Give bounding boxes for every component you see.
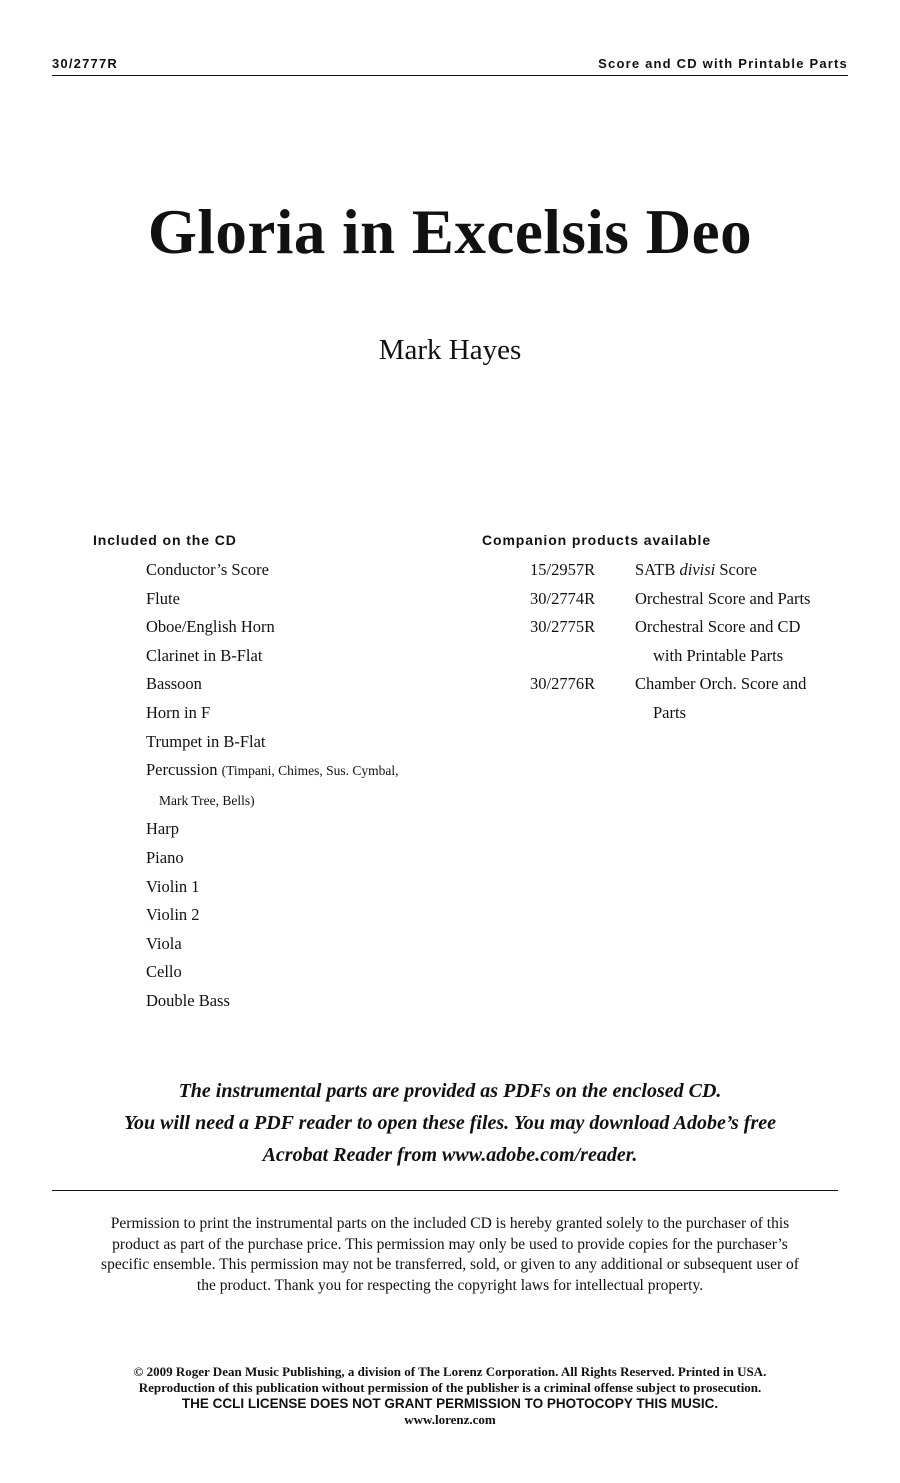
companion-row bbox=[530, 585, 810, 614]
product-type: Score and CD with Printable Parts bbox=[598, 56, 848, 71]
product-description: Orchestral Score and Parts bbox=[635, 588, 811, 608]
permission-text bbox=[50, 1214, 850, 1296]
product-description: Chamber Orch. Score and bbox=[635, 674, 807, 694]
companion-row bbox=[530, 670, 810, 699]
included-heading: Included on the CD bbox=[93, 532, 237, 548]
catalog-number: 30/2777R bbox=[52, 56, 118, 71]
product-code: 30/2776R bbox=[530, 674, 596, 694]
permission-line: specific ensemble. This permission may not be transferred, sold, or given to any additional or subsequent user of bbox=[101, 1256, 799, 1273]
copyright-line: © 2009 Roger Dean Music Publishing, a division of The Lorenz Corporation. All Rights Reserved. Printed in USA. bbox=[133, 1364, 767, 1379]
companion-row bbox=[530, 556, 810, 585]
list-item: Cello bbox=[146, 962, 182, 982]
list-item: Violin 2 bbox=[146, 905, 200, 925]
reproduction-line: Reproduction of this publication without permission of the publisher is a criminal offense subject to prosecution. bbox=[138, 1380, 762, 1395]
permission-line: Permission to print the instrumental parts on the included CD is hereby granted solely to the purchaser of this bbox=[110, 1215, 790, 1232]
product-description: Orchestral Score and CD bbox=[635, 617, 801, 637]
percussion-detail-cont: Mark Tree, Bells) bbox=[159, 792, 255, 808]
list-item-percussion-cont bbox=[146, 786, 399, 816]
companion-list bbox=[530, 556, 810, 728]
website-link[interactable]: www.lorenz.com bbox=[404, 1412, 496, 1427]
list-item: Trumpet in B-Flat bbox=[146, 731, 266, 751]
list-item: Viola bbox=[146, 933, 182, 953]
composer-name: Mark Hayes bbox=[378, 334, 522, 366]
list-item: Flute bbox=[146, 588, 180, 608]
product-description: SATB divisi Score bbox=[635, 560, 757, 579]
section-divider bbox=[52, 1190, 838, 1191]
list-item-percussion bbox=[146, 756, 399, 786]
list-item: Violin 1 bbox=[146, 876, 200, 896]
page-title: Gloria in Excelsis Deo bbox=[147, 197, 753, 267]
notice-line: The instrumental parts are provided as PDFs on the enclosed CD. bbox=[178, 1080, 722, 1102]
product-code: 30/2775R bbox=[530, 617, 596, 637]
percussion-detail: (Timpani, Chimes, Sus. Cymbal, bbox=[221, 763, 399, 779]
product-description-cont: Parts bbox=[653, 702, 686, 722]
companion-heading: Companion products available bbox=[482, 532, 712, 548]
permission-line: product as part of the purchase price. This permission may only be used to provide copies for the purchaser’s bbox=[112, 1235, 788, 1253]
list-item: Piano bbox=[146, 847, 184, 867]
companion-row bbox=[530, 613, 810, 642]
companion-row-cont bbox=[530, 699, 810, 728]
list-item: Conductor’s Score bbox=[146, 560, 269, 579]
product-code: 15/2957R bbox=[530, 560, 596, 579]
list-item: Clarinet in B-Flat bbox=[146, 645, 263, 665]
notice-line: Acrobat Reader from www.adobe.com/reader. bbox=[262, 1144, 638, 1166]
product-code: 30/2774R bbox=[530, 588, 596, 608]
percussion-label: Percussion bbox=[146, 760, 218, 780]
header-rule bbox=[52, 75, 848, 76]
included-list bbox=[146, 556, 399, 1016]
copyright-footer bbox=[0, 1364, 900, 1428]
list-item: Double Bass bbox=[146, 990, 230, 1010]
companion-row-cont bbox=[530, 642, 810, 671]
pdf-notice bbox=[0, 1075, 900, 1171]
list-item: Horn in F bbox=[146, 702, 211, 722]
ccli-line: THE CCLI LICENSE DOES NOT GRANT PERMISSION TO PHOTOCOPY THIS MUSIC. bbox=[181, 1396, 719, 1411]
product-description-cont: with Printable Parts bbox=[653, 645, 784, 665]
permission-line: the product. Thank you for respecting the copyright laws for intellectual property. bbox=[196, 1276, 704, 1294]
list-item: Oboe/English Horn bbox=[146, 617, 275, 637]
list-item: Bassoon bbox=[146, 674, 202, 694]
notice-line: You will need a PDF reader to open these files. You may download Adobe’s free bbox=[123, 1112, 777, 1134]
list-item: Harp bbox=[146, 819, 179, 839]
